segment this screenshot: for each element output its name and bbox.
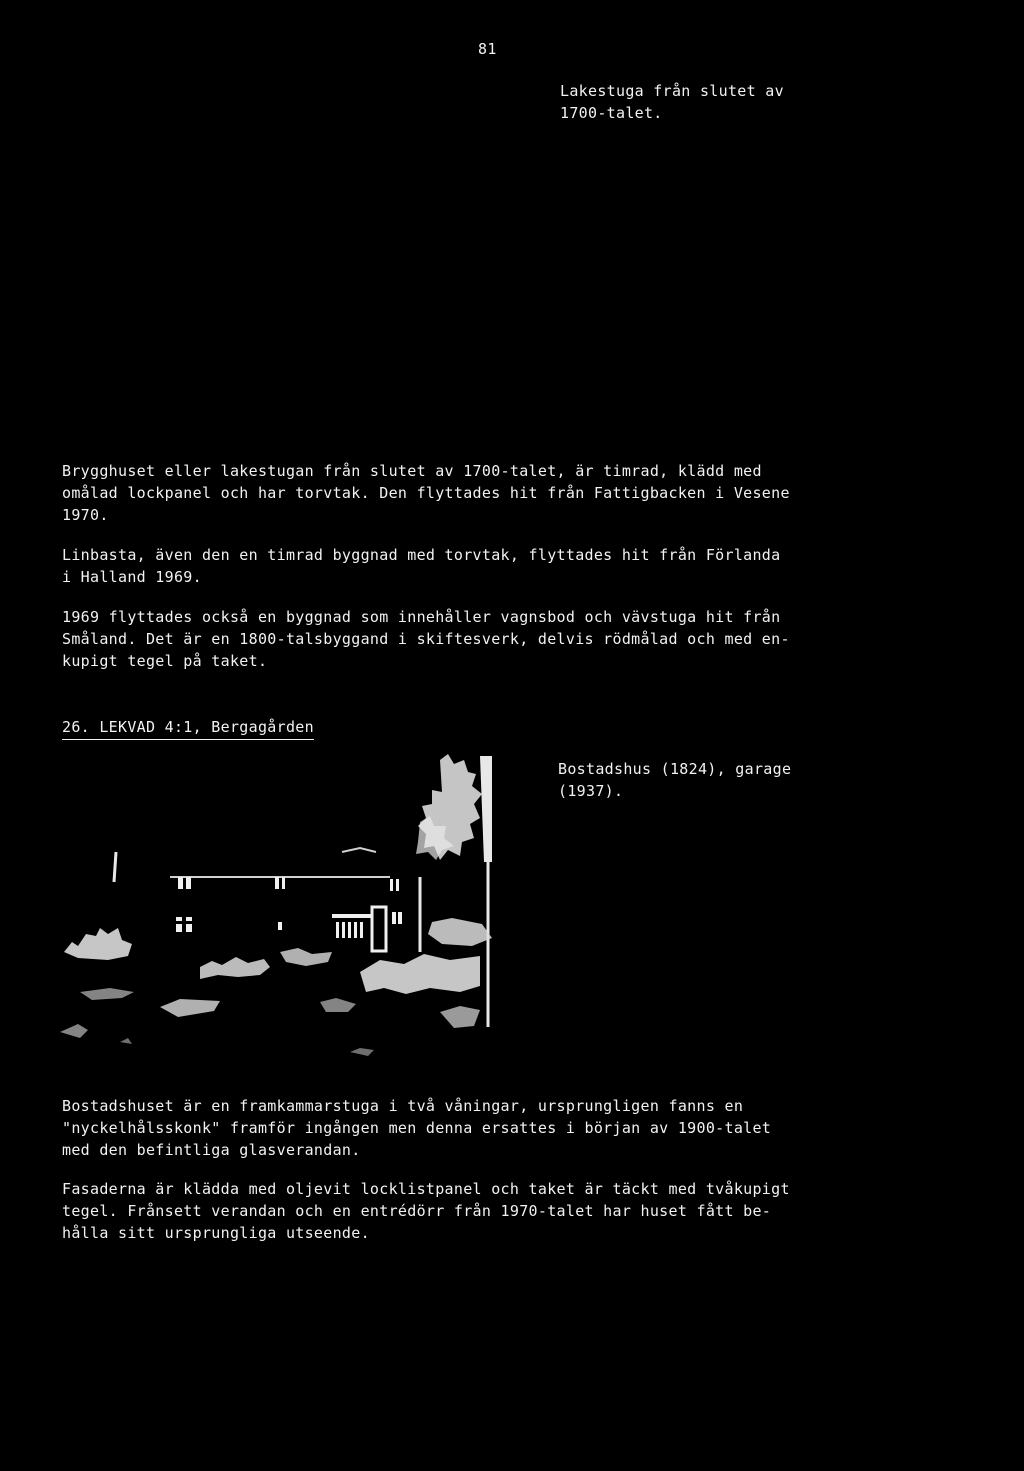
- paragraph-line: "nyckelhålsskonk" framför ingången men denna ersattes i början av 1900-talet: [62, 1119, 772, 1137]
- top-caption-line-2: 1700-talet.: [560, 104, 663, 122]
- paragraph-line: omålad lockpanel och har torvtak. Den flyttades hit från Fattigbacken i Vesene: [62, 484, 790, 502]
- paragraph-bostadshuset: [62, 1095, 932, 1161]
- top-caption-line-1: Lakestuga från slutet av: [560, 82, 784, 100]
- house-photo: [60, 752, 500, 1062]
- paragraph-brygghuset: [62, 460, 932, 526]
- paragraph-line: med den befintliga glasverandan.: [62, 1141, 361, 1159]
- paragraph-line: Bostadshuset är en framkammarstuga i två våningar, ursprungligen fanns en: [62, 1097, 744, 1115]
- paragraph-fasaderna: [62, 1178, 932, 1244]
- paragraph-line: Linbasta, även den en timrad byggnad med torvtak, flyttades hit från Förlanda: [62, 546, 781, 564]
- paragraph-line: i Halland 1969.: [62, 568, 202, 586]
- section-heading: 26. LEKVAD 4:1, Bergagården: [62, 716, 314, 740]
- paragraph-line: Brygghuset eller lakestugan från slutet av 1700-talet, är timrad, klädd med: [62, 462, 762, 480]
- paragraph-line: Småland. Det är en 1800-talsbyggand i skiftesverk, delvis rödmålad och med en-: [62, 630, 790, 648]
- paragraph-line: Fasaderna är klädda med oljevit locklistpanel och taket är täckt med tvåkupigt: [62, 1180, 790, 1198]
- photo-caption-line-2: (1937).: [558, 782, 624, 800]
- paragraph-vagnsbod: [62, 606, 932, 672]
- paragraph-line: tegel. Frånsett verandan och en entrédörr från 1970-talet har huset fått be-: [62, 1202, 772, 1220]
- page-number: 81: [478, 40, 497, 58]
- paragraph-line: 1969 flyttades också en byggnad som innehåller vagnsbod och vävstuga hit från: [62, 608, 781, 626]
- photo-caption-line-1: Bostadshus (1824), garage: [558, 760, 792, 778]
- paragraph-line: 1970.: [62, 506, 109, 524]
- paragraph-linbasta: [62, 544, 932, 588]
- paragraph-line: hålla sitt ursprungliga utseende.: [62, 1224, 370, 1242]
- paragraph-line: kupigt tegel på taket.: [62, 652, 268, 670]
